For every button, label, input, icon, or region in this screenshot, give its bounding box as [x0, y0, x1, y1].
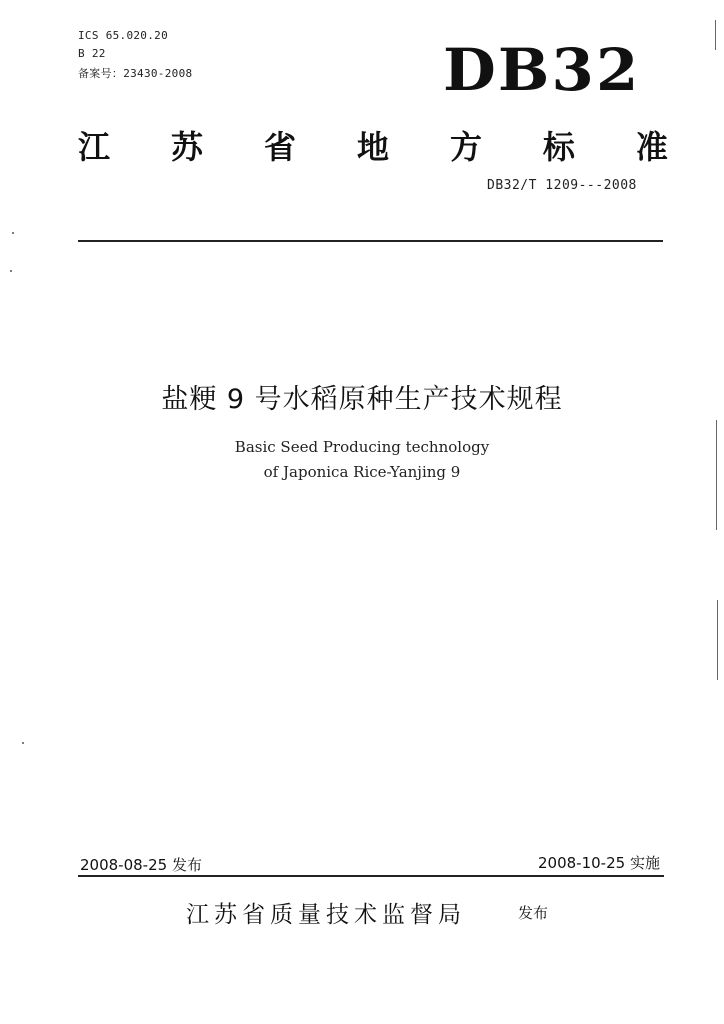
- top-divider: [78, 240, 663, 242]
- standard-number: DB32/T 1209---2008: [487, 178, 637, 193]
- issuing-authority: 江苏省质量技术监督局: [186, 902, 466, 928]
- record-number: 备案号：23430-2008: [78, 67, 193, 80]
- scan-edge-mark: [715, 20, 716, 50]
- implementation-date: 2008-10-25 实施: [538, 854, 660, 872]
- standard-type-char: 标: [542, 128, 575, 166]
- standard-type-char: 省: [263, 128, 296, 166]
- standard-type-char: 江: [78, 128, 111, 166]
- scan-speck: [10, 270, 12, 272]
- scan-edge-mark: [717, 600, 718, 680]
- standard-type-char: 准: [635, 128, 668, 166]
- bottom-divider: [78, 875, 664, 877]
- ics-code: ICS 65.020.20: [78, 29, 168, 42]
- title-chinese: 盐粳 9 号水稻原种生产技术规程: [161, 384, 563, 415]
- standard-type-char: 苏: [170, 128, 203, 166]
- standard-type-char: 方: [449, 128, 482, 166]
- title-english-line-2: of Japonica Rice-Yanjing 9: [263, 463, 461, 481]
- scan-speck: [12, 232, 14, 234]
- issue-date: 2008-08-25 发布: [80, 856, 202, 874]
- standard-type-char: 地: [356, 128, 389, 166]
- ccs-code: B 22: [78, 47, 106, 60]
- scan-edge-mark: [716, 420, 717, 530]
- title-english-line-1: Basic Seed Producing technology: [234, 438, 490, 456]
- issuing-authority-suffix: 发布: [518, 904, 549, 922]
- scan-speck: [22, 742, 24, 744]
- standard-code-logo: DB32: [443, 36, 641, 104]
- standard-type-heading: [78, 122, 668, 168]
